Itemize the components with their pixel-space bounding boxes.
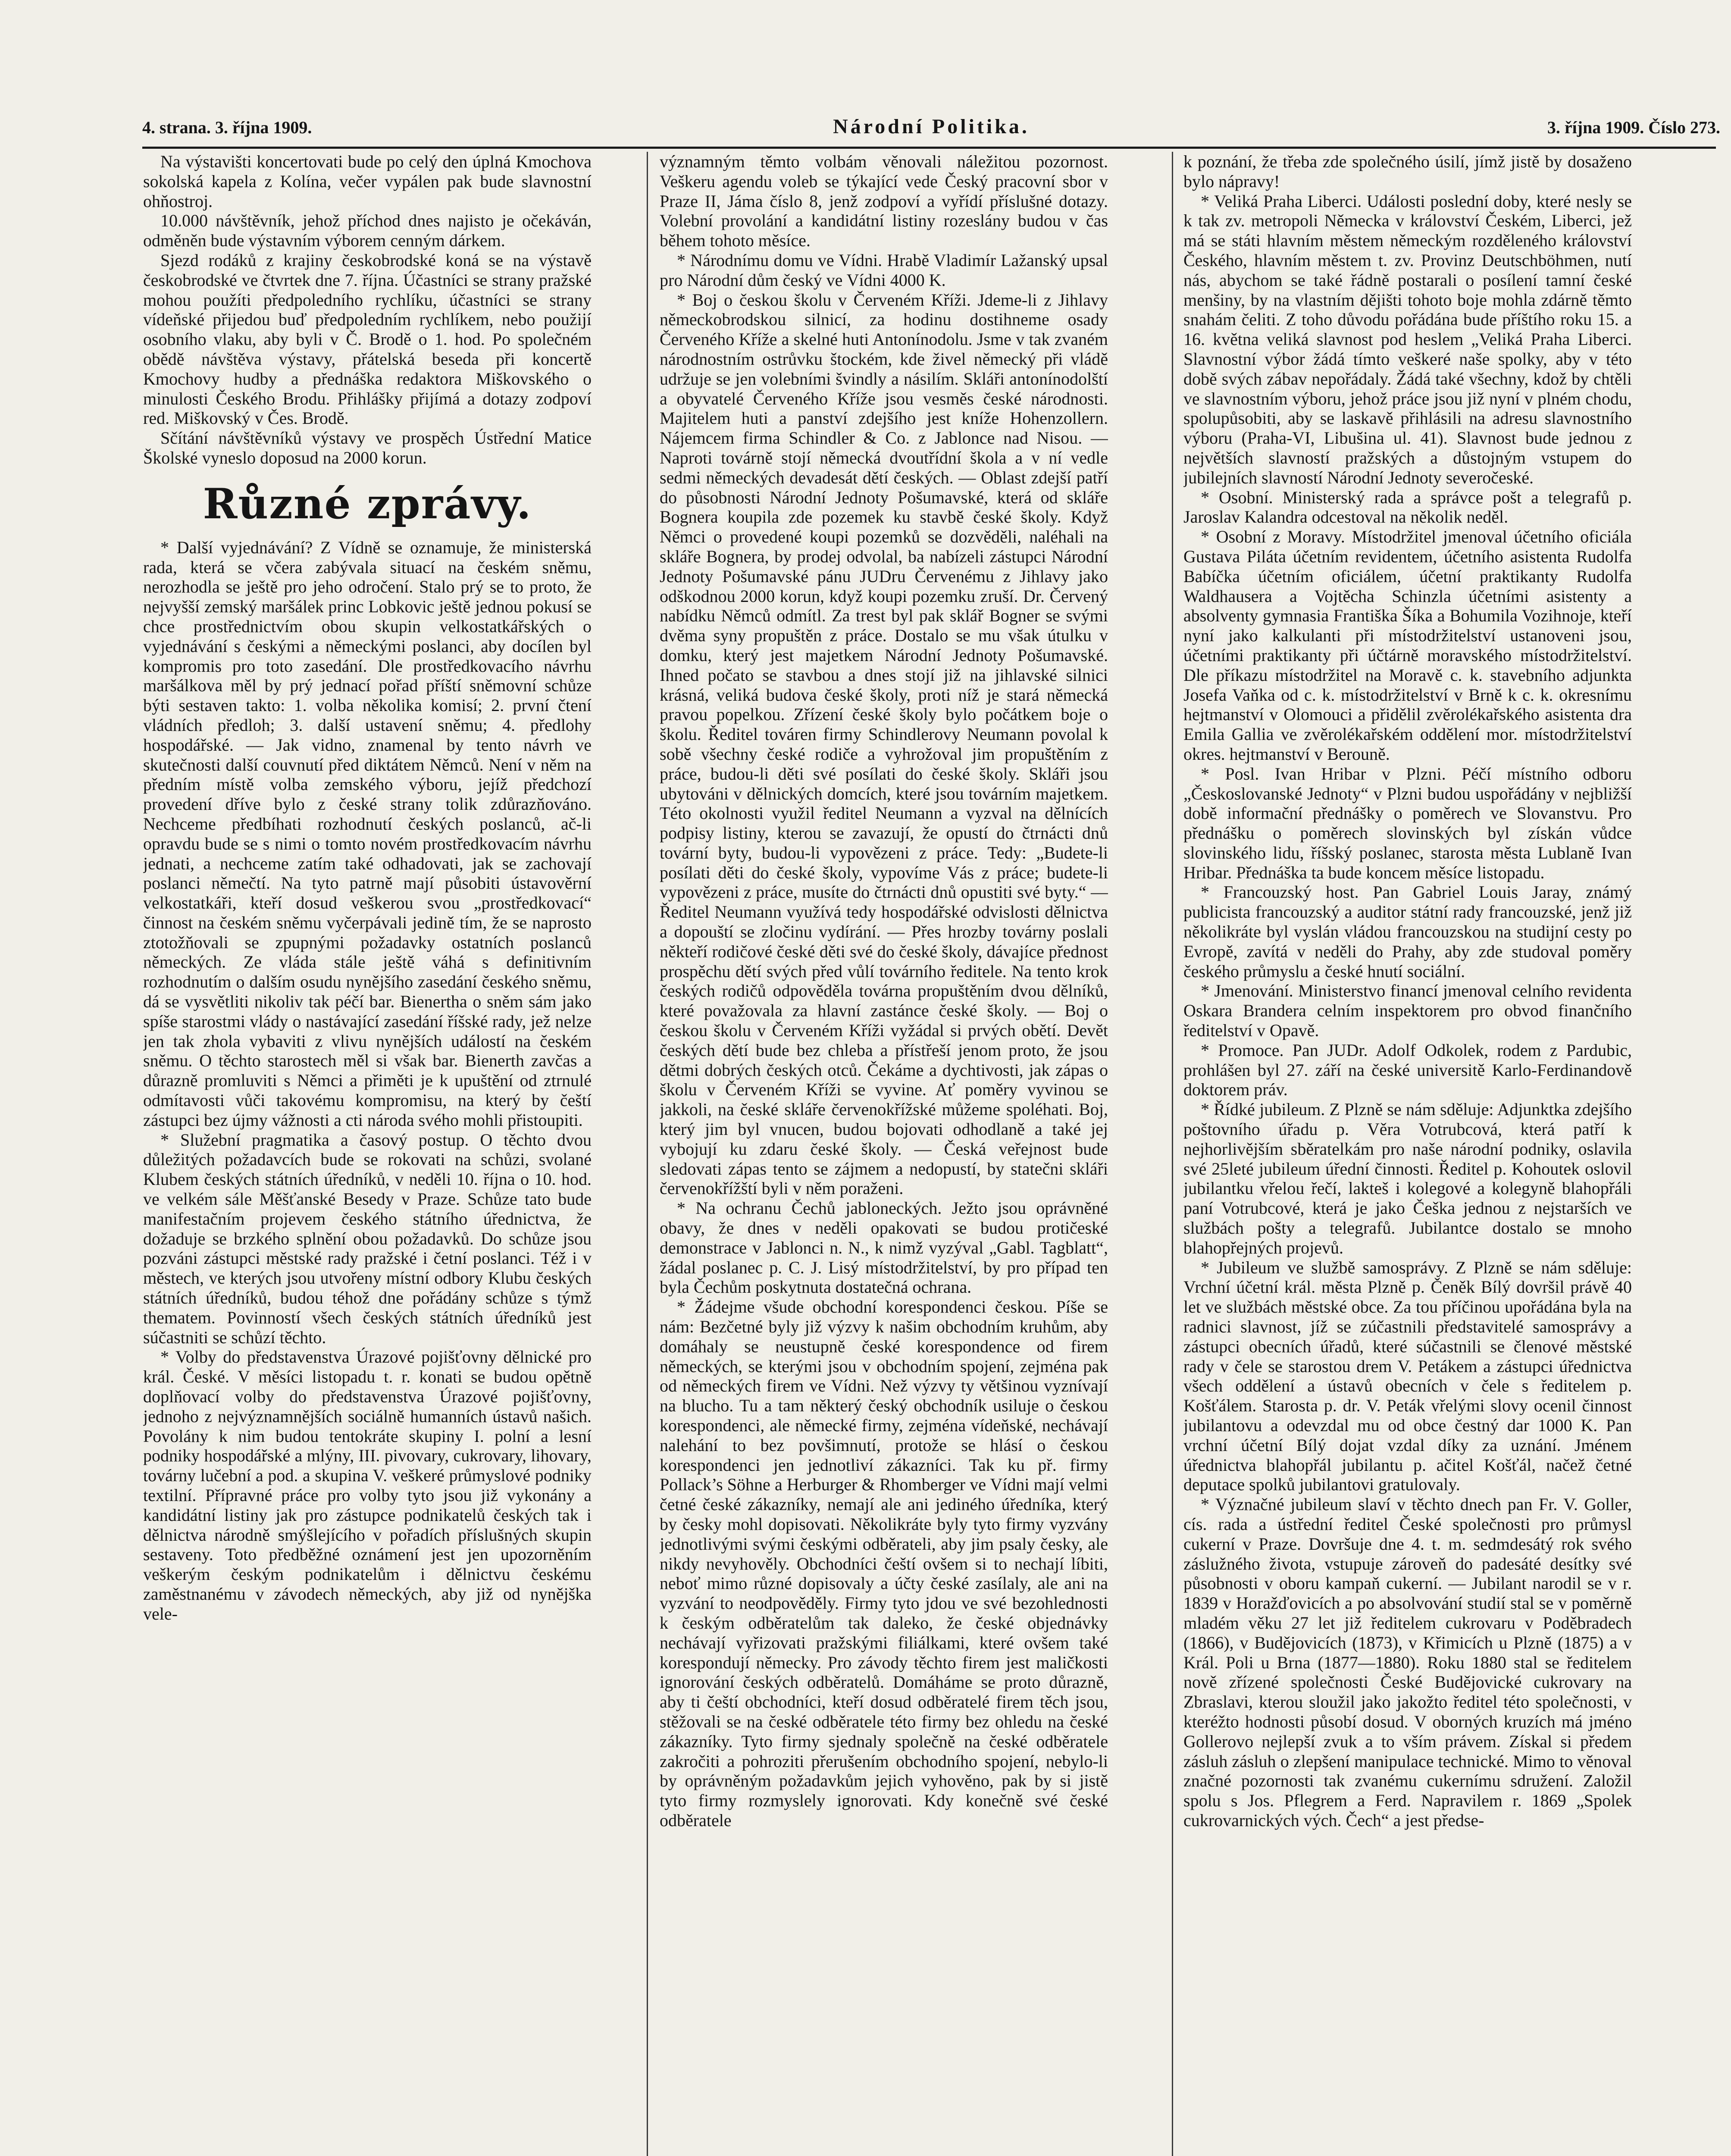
paragraph: Sjezd rodáků z krajiny českobrodské koná se na výstavě českobrodské ve čtvrtek dne 7. října. Účastníci se strany pražské mohou použíti předpoledního rychlíku, účastníci se strany vídeňské přijedou buď předpoledním rychlíkem, nebo použijí osobního vlaku, aby byli v Č. Brodě o 1. hod. Po společném obědě návštěva výstavy, přátelská beseda při koncertě Kmochovy hudby a přednáška redaktora Miškovského o minulosti Českého Brodu. Přihlášky přijímá a dotazy zodpoví red. Miškovský v Čes. Brodě. bbox=[143, 250, 592, 428]
section-title: Různé zprávy. bbox=[203, 479, 532, 528]
masthead-rule bbox=[142, 147, 1716, 149]
column-3 bbox=[1183, 152, 1632, 2156]
news-item: * Význačné jubileum slaví v těchto dnech pan Fr. V. Goller, cís. rada a ústřední ředitel České společnosti pro průmysl cukerní v Praze. Dovršuje dne 4. t. m. sedmdesátý rok svého záslužného života, vstupuje zároveň do padesáté desítky své působnosti v oboru kampaň cukerní. — Jubilant narodil se v r. 1839 v Horažďovicích a po absolvování studií stal se v poměrně mladém věku 27 let již ředitelem cukrovaru v Poděbradech (1866), v Budějovicích (1873), v Křimicích u Plzně (1875) a v Král. Poli u Brna (1877—1880). Roku 1880 stal se ředitelem nově zřízené společnosti České Budějovické cukrovary na Zbraslavi, kterou sloužil jako jakožto ředitel této společnosti, v kteréžto hodnosti působí dosud. V oborných kruzích má jméno Gollerovo nejlepší zvuk a to vším právem. Získal si předem zásluh zásluh o zlepšení manipulace technické. Mimo to věnoval značné pozornosti tak zvanému cukernímu sdružení. Založil spolu s Jos. Pflegrem a Ferd. Napravilem r. 1869 „Spolek cukrovarnických vých. Čech“ a jest předse- bbox=[1183, 1495, 1632, 1830]
column-2 bbox=[660, 152, 1108, 2156]
news-item: * Další vyjednávání? Z Vídně se oznamuje, že ministerská rada, která se včera zabývala situací na českém sněmu, nerozhodla se ještě pro jeho odročení. Stalo prý se to proto, že nejvyšší zemský maršálek princ Lobkovic ještě jednou pokusí se chce prostřednictvím obou skupin velkostatkářských o vyjednávání s českými a německými poslanci, aby docílen byl kompromis pro toto zasedání. Dle prostředkovacího návrhu maršálkova měl by prý jednací pořad příští sněmovní schůze býti sestaven takto: 1. volba několika komisí; 2. první čtení vládních předloh; 3. další ustavení sněmu; 4. předlohy hospodářské. — Jak vidno, znamenal by tento návrh ve skutečnosti další couvnutí před diktátem Němců. Není v něm na předním místě volba zemského výboru, jejíž předchozí provedení dříve bylo z české strany tolik zdůrazňováno. Nechceme předbíhati rozhodnutí českých poslanců, ač-li opravdu bude se s nimi o tomto novém prostředkovacím návrhu jednati, a nechceme zatím také odhadovati, jak se zachovají poslanci němečtí. Na tyto patrně mají působiti ústavověrní velkostatkáři, kteří dosud veškerou svou „prostředkovací“ činnost na českém sněmu vyčerpávali jedině tím, že se naprosto ztotožňovali se zpupnými požadavky ostatních poslanců německých. Ze vláda stále ještě váhá s definitivním rozhodnutím o dalším osudu nynějšího zasedání českého sněmu, dá se vysvětliti nikoliv tak péčí bar. Bienertha o sněm sám jako spíše starostmi vlády o nastávající zasedání říšské rady, jež nelze jen tak zhola vybaviti z vlivu nynějších událostí na českém sněmu. O těchto starostech měl si však bar. Bienerth zavčas a důrazně promluviti s Němci a přiměti je k upuštění od ztrnulé odmítavosti vůči takovému kompromisu, na který by čeští zástupci bez újmy vážnosti a cti národa svého mohli přistoupiti. bbox=[143, 537, 592, 1130]
paragraph: Sčítání návštěvníků výstavy ve prospěch Ústřední Matice Školské vyneslo doposud na 2000 korun. bbox=[143, 428, 592, 467]
news-item: * Boj o českou školu v Červeném Kříži. Jdeme-li z Jihlavy německobrodskou silnicí, za hodinu dostihneme osady Červeného Kříže a skelné huti Antonínodolu. Jsme v tak zvaném národnostním ostrůvku štockém, kde živel německý při vládě udržuje se jen volebními švindly a násilím. Skláři antonínodolští a obyvatelé Červeného Kříže jsou vesměs české národnosti. Majitelem huti a panství zdejšího jest kníže Hohenzollern. Nájemcem firma Schindler & Co. z Jablonce nad Nisou. — Naproti továrně stojí německá dvoutřídní škola a v ní vedle sedmi německých devadesát dětí českých. — Oblast zdejší patří do působnosti Národní Jednoty Pošumavské, která od skláře Bognera koupila zde pozemek ku stavbě české školy. Když Němci o provedené koupi pozemků se dozvěděli, naléhali na skláře Bognera, by prodej odvolal, ba nabízeli zástupci Národní Jednoty Pošumavské pánu JUDru Červenému z Jihlavy jako odškodnou 2000 korun, když koupi pozemku zruší. Dr. Červený nabídku Němců odmítl. Za trest byl pak sklář Bogner se svými dvěma syny propuštěn z práce. Dostalo se mu však útulku v domku, který jest majetkem Národní Jednoty Pošumavské. Ihned počato se stavbou a dnes stojí již na jihlavské silnici krásná, veliká budova české školy, proti níž je stará německá pravou popelkou. Zřízení české školy bylo počátkem boje o školu. Ředitel továren firmy Schindlerovy Neumann povolal k sobě všechny české rodiče a vyhrožoval jim propuštěním z práce, budou-li děti své posílati do české školy. Skláři jsou ubytováni v dělnických domcích, které jsou továrním majetkem. Této okolnosti využil ředitel Neumann a vyzval na dělnících podpisy listiny, kterou se zavazují, že opustí do čtrnácti dnů tovární byty, budou-li vypovězeni z práce. Tedy: „Budete-li posílati děti do české školy, vypovíme Vás z práce; budete-li vypovězeni z práce, musíte do čtrnácti dnů opustiti své byty.“ — Ředitel Neumann využívá tedy hospodářské odvislosti dělnictva a dopouští se zločinu vydírání. — Přes hrozby továrny poslali někteří rodičové české děti své do české školy, dávajíce přednost prospěchu dětí svých před vůlí továrního ředitele. Na tento krok českých rodičů odpověděla továrna propuštěním dvou dělníků, které považovala za hlavní zastánce české školy. — Boj o českou školu v Červeném Kříži vyžádal si prvých obětí. Devět českých dětí bude bez chleba a přístřeší jenom proto, že jsou dětmi dobrých českých otců. Čekáme a dychtivosti, jak zápas o školu v Červeném Kříži se vyvine. Ať poměry vyvinou se jakkoli, na české skláře červenokřížské můžeme spoléhati. Boj, který jim byl vnucen, budou bojovati odhodlaně a také jej vybojují ku zdaru české školy. — Česká veřejnost bude sledovati zápas tento se zájmem a nedopustí, by statečni skláři červenokřížští byli v něm poraženi. bbox=[660, 290, 1108, 1198]
news-item: * Veliká Praha Liberci. Události poslední doby, které nesly se k tak zv. metropoli Německa v království Českém, Liberci, jež má se státi hlavním městem německým rozděleného království Českého, hlavním městem t. zv. Provinz Deutschböhmen, nutí nás, abychom se také řádně postarali o posílení tamní české menšiny, by na vlastním dějišti tohoto boje mohla zdárně těmto snahám čeliti. Z toho důvodu pořádána bude příštího roku 15. a 16. května veliká slavnost pod heslem „Veliká Praha Liberci. Slavnostní výbor žádá tímto veškeré naše spolky, aby v této době svých zábav nepořádaly. Žádá také všechny, kdož by chtěli ve slavnostním výboru, jehož práce jsou již nyní v plném chodu, spolupůsobiti, aby se laskavě přihlásili na adresu slavnostního výboru (Praha-VI, Libušina ul. 41). Slavnost bude jednou z největších slavností pražských a důstojným vstupem do jubilejních slavností Národní Jednoty severočeské. bbox=[1183, 191, 1632, 487]
news-item: * Promoce. Pan JUDr. Adolf Odkolek, rodem z Pardubic, prohlášen byl 27. září na české universitě Karlo-Ferdinandově doktorem práv. bbox=[1183, 1040, 1632, 1100]
news-item: * Volby do představenstva Úrazové pojišťovny dělnické pro král. České. V měsíci listopadu t. r. konati se budou opětně doplňovací volby do představenstva Úrazové pojišťovny, jednoho z nejvýznamnějších sociálně humanních ústavů našich. Povolány k nim budou tentokráte skupiny I. polní a lesní podniky hospodářské a mlýny, III. pivovary, cukrovary, lihovary, továrny lučební a pod. a skupina V. veškeré průmyslové podniky textilní. Přípravné práce pro volby tyto jsou již vykonány a kandidátní listiny jak pro zástupce podnikatelů českých tak i dělnictva národně smýšlejícího v pořadích příslušných skupin sestaveny. Toto předběžné oznámení jest jen upozorněním veškerým českým podnikatelům i dělnictvu českému zaměstnanému v závodech německých, aby již od nynějška vele- bbox=[143, 1347, 592, 1623]
paragraph: k poznání, že třeba zde společného úsilí, jímž jistě by dosaženo bylo nápravy! bbox=[1183, 152, 1632, 191]
column-1 bbox=[143, 152, 592, 2156]
masthead bbox=[142, 113, 1720, 147]
newspaper-title: Národní Politika. bbox=[833, 115, 1030, 138]
news-item: * Národnímu domu ve Vídni. Hrabě Vladimír Lažanský upsal pro Národní dům český ve Vídni 4000 K. bbox=[660, 250, 1108, 290]
news-item: * Řídké jubileum. Z Plzně se nám sděluje: Adjunktka zdejšího poštovního úřadu p. Věra Votrubcová, která patří k nejhorlivějším sběratelkám pro naše národní podniky, oslavila své 25leté jubileum úřední činnosti. Ředitel p. Kohoutek oslovil jubilantku vřelou řečí, lakteš i kolegové a kolegyně blahopřáli paní Votrubcové, která je jako Češka jednou z nejstarších ve službách pošty a telegrafů. Jubilantce dostalo se mnoho blahopřejných projevů. bbox=[1183, 1100, 1632, 1257]
news-item: * Osobní z Moravy. Místodržitel jmenoval účetního oficiála Gustava Piláta účetním revidentem, účetního asistenta Rudolfa Babíčka účetním oficiálem, účetní praktikanty Rudolfa Waldhausera a Vojtěcha Schinzla účetními asistenty a absolventy gymnasia Františka Šíka a Bohumila Vozihnoje, kteří nyní jako kalkulanti při místodržitelství ustanoveni jsou, účetními praktikanty při účtárně moravského místodržitelství. Dle příkazu místodržitel na Moravě c. k. stavebního adjunkta Josefa Vaňka od c. k. místodržitelství v Brně k c. k. okresnímu hejtmanství v Olomouci a přidělil zvěrolékařského asistenta dra Emila Gallia ve zvěrolékařském oddělení mor. místodržitelství okres. hejtmanství v Berouně. bbox=[1183, 527, 1632, 764]
paragraph: 10.000 návštěvník, jehož příchod dnes najisto je očekáván, odměněn bude výstavním výborem cenným dárkem. bbox=[143, 211, 592, 251]
page-date-left: 4. strana. 3. října 1909. bbox=[142, 118, 312, 137]
news-item: * Služební pragmatika a časový postup. O těchto dvou důležitých požadavcích bude se rokovati na schůzi, svolané Klubem českých státních úředníků, v neděli 10. října o 10. hod. ve velkém sále Měšťanské Besedy v Praze. Schůze tato bude manifestačním projevem českého státního úřednictva, že dožaduje se brzkého splnění obou požadavků. Do schůze jsou pozváni zástupci městské rady pražské i četní poslanci. Též i v městech, ve kterých jsou utvořeny místní odbory Klubu českých státních úředníků, budou téhož dne pořádány schůze s týmž thematem. Povinností všech českých státních úředníků jest súčastniti se schůzí těchto. bbox=[143, 1130, 592, 1347]
column-divider bbox=[647, 152, 648, 2156]
paragraph: Na výstavišti koncertovati bude po celý den úplná Kmochova sokolská kapela z Kolína, večer vypálen pak bude slavnostní ohňostroj. bbox=[143, 152, 592, 211]
news-item: * Jubileum ve službě samosprávy. Z Plzně se nám sděluje: Vrchní účetní král. města Plzně p. Čeněk Bílý dovršil právě 40 let ve službách městské obce. Za tou příčinou upořádána byla na radnici slavnost, jíž se zúčastnili představitelé samosprávy a zástupci obecních úřadů, které súčastnili se členové městské rady v čele se starostou drem V. Petákem a zástupci úřednictva všech oddělení a ústavů obecních v čele s ředitelem p. Košťálem. Starosta p. dr. V. Peták vřelými slovy ocenil činnost jubilantovu a odevzdal mu od obce čestný dar 1000 K. Pan vrchní účetní Bílý dojat vzdal díky za uznání. Jménem úřednictva blahopřál jubilantu p. ačitel Košťál, načež četné deputace spolků jubilantovi gratulovaly. bbox=[1183, 1257, 1632, 1495]
paragraph: významným těmto volbám věnovali náležitou pozornost. Veškeru agendu voleb se týkající vede Český pracovní sbor v Praze II, Jáma číslo 8, jenž zodpoví a vyřídí příslušné dotazy. Volební provolání a kandidátní listiny rozeslány budou v čas během tohoto měsíce. bbox=[660, 152, 1108, 251]
column-divider bbox=[1172, 152, 1173, 2156]
news-item: * Žádejme všude obchodní korespondenci českou. Píše se nám: Bezčetné byly již výzvy k našim obchodním kruhům, aby domáhaly se neustupně české korespondence od firem německých, se kterými jsou v obchodním spojení, zejména pak od německých firem ve Vídni. Než výzvy ty většinou vyznívají na blucho. Tu a tam některý český obchodník usiluje o českou korespondenci, ale německé firmy, zejména vídeňské, nechávají nalehání to bez povšimnutí, protože se hlásí o českou korespondenci jen jednotliví zákazníci. Tak ku př. firmy Pollack’s Söhne a Herburger & Rhomberger ve Vídni mají velmi četné české zákazníky, nemají ale ani jediného úředníka, který by česky mohl dopisovati. Několikráte byly tyto firmy vyzvány jednotlivými svými českými odběrateli, aby jim psaly česky, ale nikdy nevyhověly. Obchodníci čeští ovšem si to nechají líbiti, neboť mimo různé dopisovaly a účty české zasílaly, ale ani na vyzvání to neodpověděly. Firmy tyto jdou ve své bezohlednosti k českým odběratelům tak daleko, že české objednávky nechávají vyřizovati pražskými filiálkami, které ovšem také korespondují německy. Pro závody těchto firem jest maličkosti ignorování českých odběratelů. Domáháme se proto důrazně, aby ti čeští obchodníci, kteří dosud odběratelé firem těch jsou, stěžovali se na české odběratele této firmy bez ohledu na české zákazníky. Tyto firmy sjednaly společně na české odběratele zakročiti a pohroziti přerušením obchodního spojení, nebylo-li by oprávněným požadavkům jejich vyhověno, pak by si jistě tyto firmy rozmyslely ignorovati. Kdy konečně své české odběratele bbox=[660, 1297, 1108, 1830]
news-item: * Posl. Ivan Hribar v Plzni. Péčí místního odboru „Českoslovanské Jednoty“ v Plzni budou uspořádány v nejbližší době informační přednášky o poměrech ve Slovanstvu. Pro přednášku o poměrech slovinských byl získán vůdce slovinského lidu, říšský poslanec, starosta města Lublaně Ivan Hribar. Přednáška ta bude koncem měsíce listopadu. bbox=[1183, 764, 1632, 882]
news-item: * Na ochranu Čechů jabloneckých. Ježto jsou oprávněné obavy, že dnes v neděli opakovati se budou protičeské demonstrace v Jablonci n. N., k nimž vyzýval „Gabl. Tagblatt“, žádal poslanec p. C. J. Lisý místodržitelství, by pro případ ten byla Čechům poskytnuta dostatečná ochrana. bbox=[660, 1198, 1108, 1297]
news-item: * Jmenování. Ministerstvo financí jmenoval celního revidenta Oskara Brandera celním inspektorem pro obvod finančního ředitelství v Opavě. bbox=[1183, 981, 1632, 1040]
issue-number-right: 3. října 1909. Číslo 273. bbox=[1547, 118, 1720, 137]
news-item: * Osobní. Ministerský rada a správce pošt a telegrafů p. Jaroslav Kalandra odcestoval na několik neděl. bbox=[1183, 487, 1632, 527]
news-item: * Francouzský host. Pan Gabriel Louis Jaray, známý publicista francouzský a auditor státní rady francouzské, jenž již několikráte byl vyslán vládou francouzskou na studijní cesty po Evropě, zavítá v neděli do Prahy, aby zde studoval poměry českého průmyslu a české hnutí sociální. bbox=[1183, 882, 1632, 981]
